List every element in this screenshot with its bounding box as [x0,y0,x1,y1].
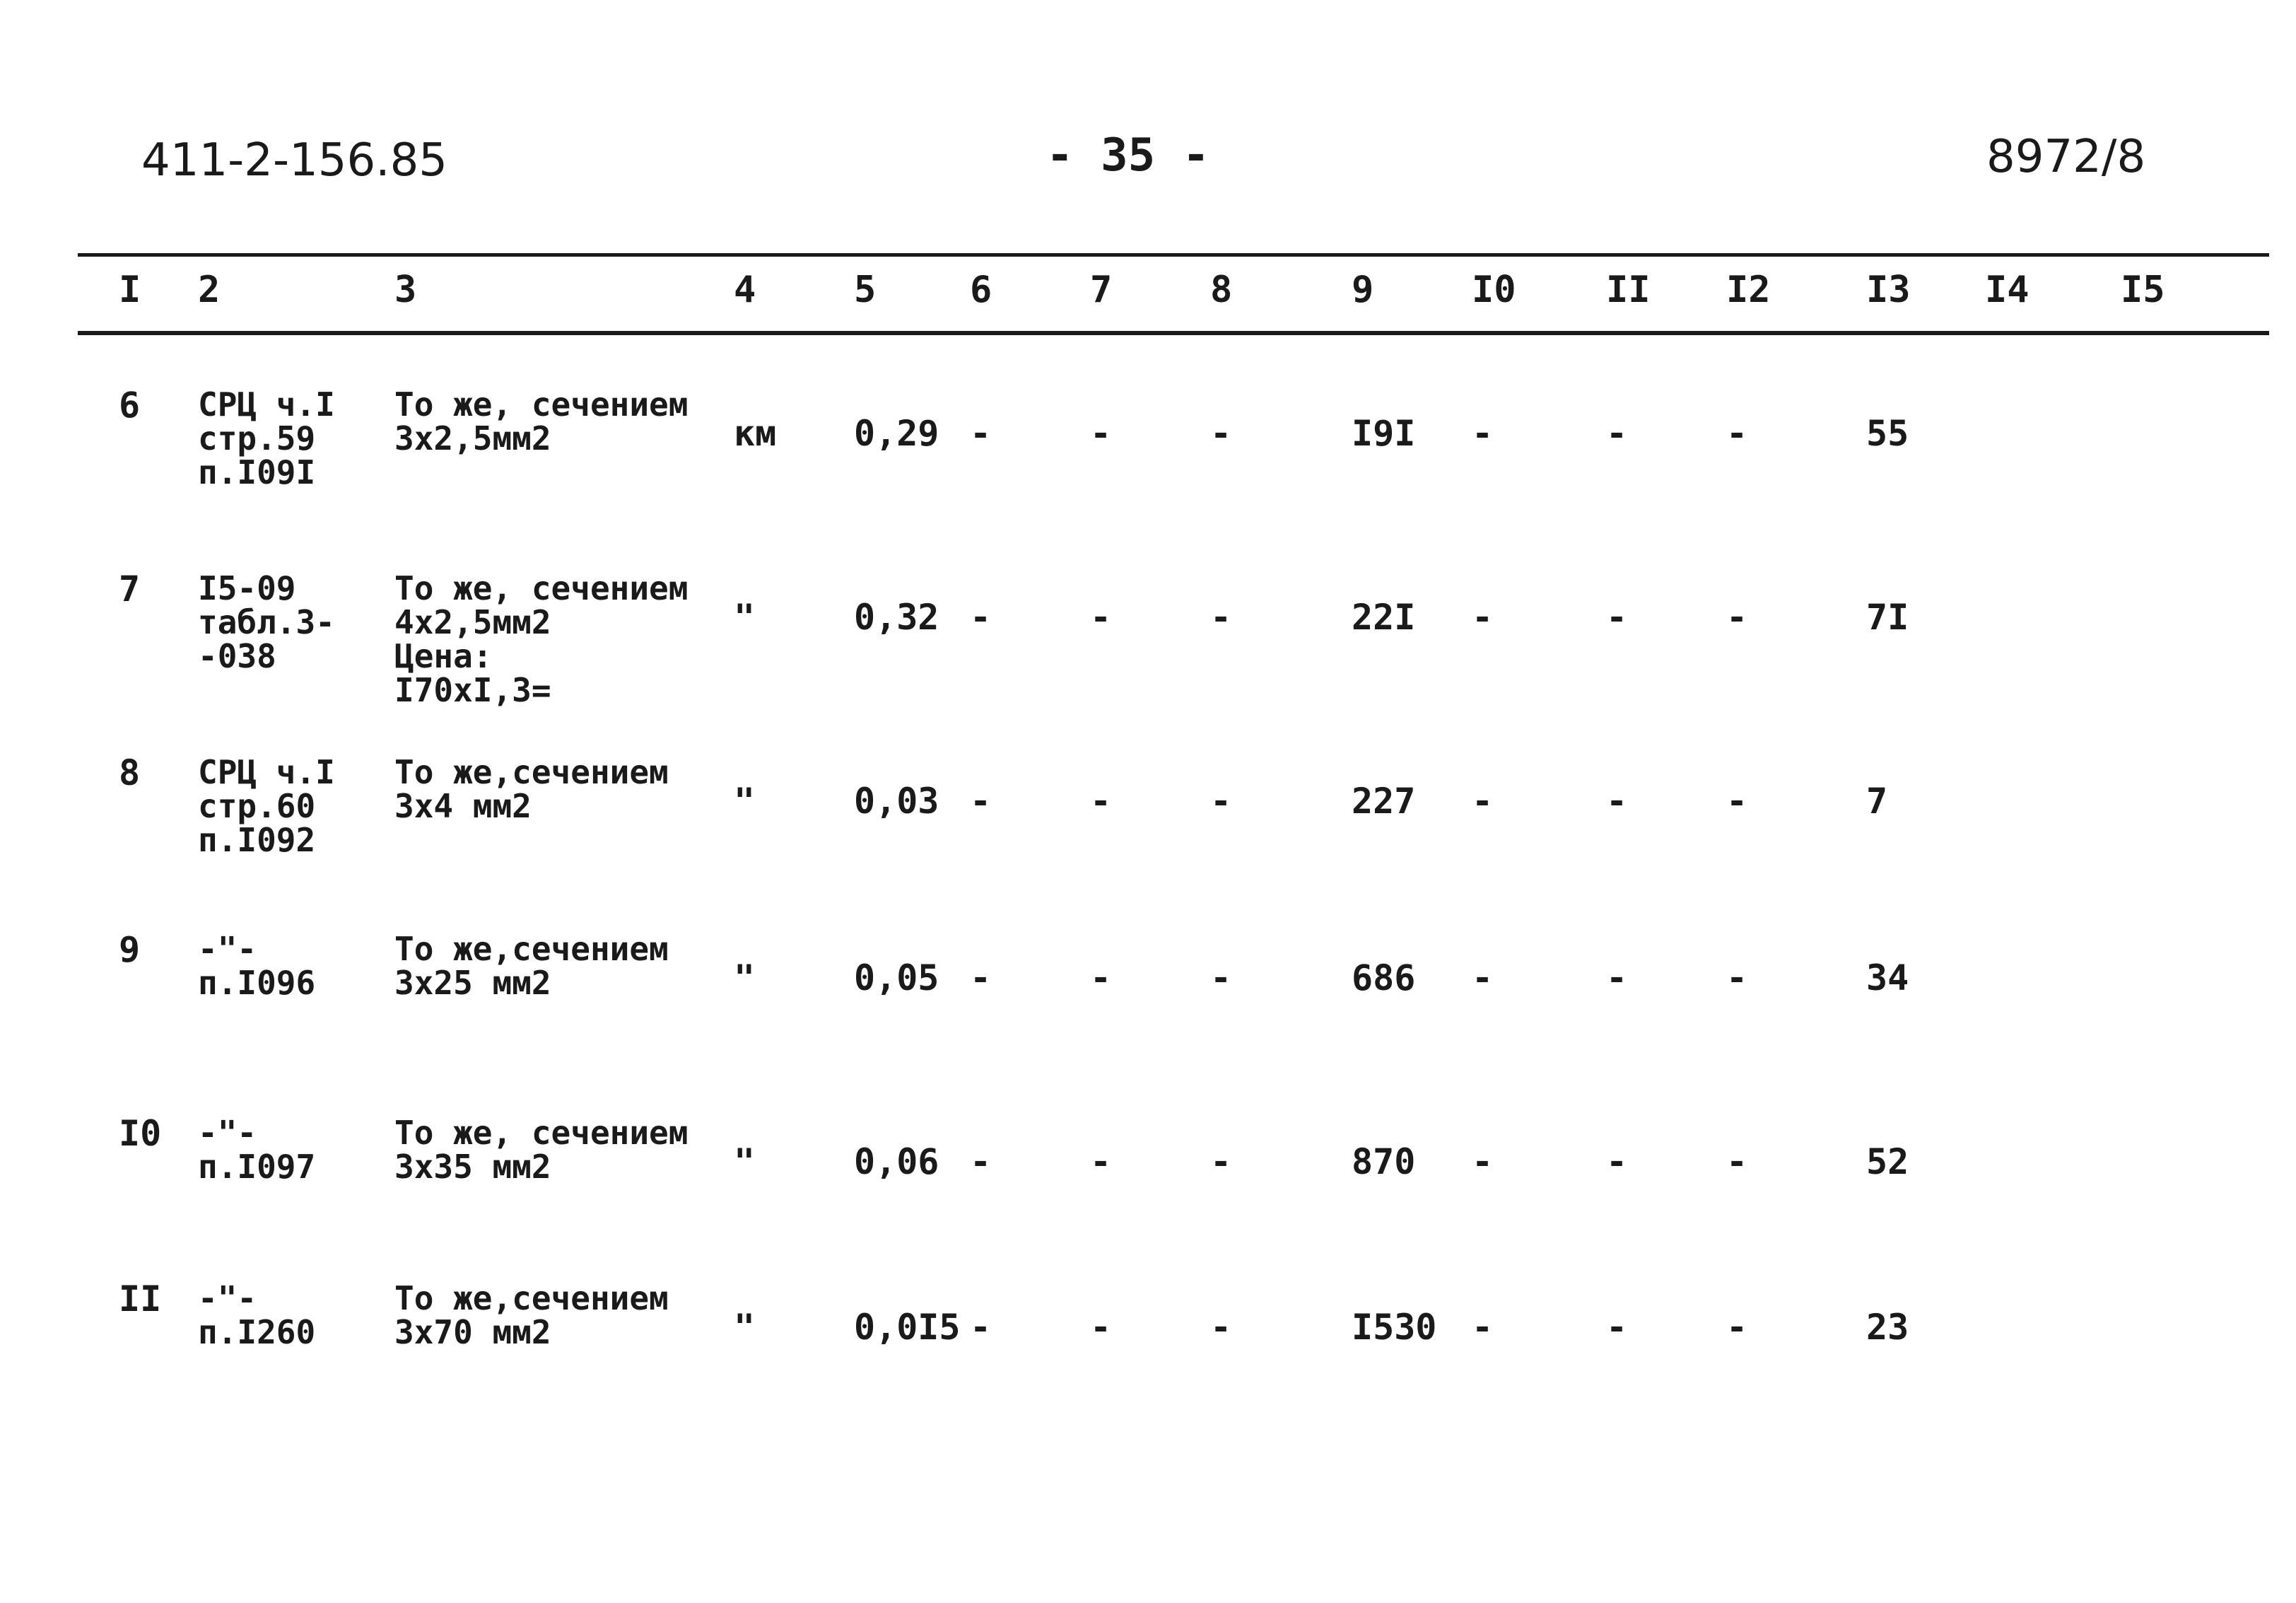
row-cell-col-11: - [1606,1141,1628,1182]
row-cell-col-10: - [1472,781,1494,822]
header-bottom-rule [78,331,2269,335]
row-reference: -"- п.I260 [198,1279,316,1351]
row-cell-col-12: - [1726,597,1748,638]
row-cell-col-8: - [1210,597,1232,638]
row-cell-col-5: 0,0I5 [854,1307,961,1348]
row-cell-col-9: 686 [1352,957,1416,998]
row-reference: СРЦ ч.I стр.59 п.I09I [198,385,335,491]
row-cell-col-4: " [734,957,756,998]
row-cell-col-5: 0,05 [854,957,939,998]
row-cell-col-9: I530 [1352,1307,1437,1348]
row-cell-col-4: км [734,413,777,454]
row-cell-col-6: - [970,1307,992,1348]
row-cell-col-12: - [1726,781,1748,822]
row-cell-col-7: - [1090,781,1112,822]
row-description: То же, сечением 4х2,5мм2 Цена: I70хI,3= [394,569,689,709]
row-cell-col-8: - [1210,1141,1232,1182]
sheet-number: 8972/8 [1986,131,2146,183]
row-cell-col-13: 55 [1866,413,1909,454]
column-header-1: I [119,269,141,311]
row-cell-col-7: - [1090,1141,1112,1182]
row-cell-col-13: 7 [1866,781,1888,822]
row-cell-col-7: - [1090,1307,1112,1348]
row-cell-col-6: - [970,957,992,998]
row-cell-col-9: I9I [1352,413,1416,454]
row-reference: -"- п.I097 [198,1114,316,1186]
row-cell-col-5: 0,03 [854,781,939,822]
row-cell-col-12: - [1726,1141,1748,1182]
row-cell-col-4: " [734,597,756,638]
row-cell-col-7: - [1090,413,1112,454]
row-number: 6 [119,385,141,426]
row-cell-col-8: - [1210,781,1232,822]
row-cell-col-13: 34 [1866,957,1909,998]
row-number: 9 [119,929,141,970]
column-header-7: 7 [1090,269,1113,311]
row-cell-col-6: - [970,413,992,454]
row-cell-col-6: - [970,1141,992,1182]
column-header-10: I0 [1472,269,1516,311]
row-description: То же,сечением 3х25 мм2 [394,930,669,1002]
row-cell-col-8: - [1210,957,1232,998]
row-description: То же, сечением 3х35 мм2 [394,1114,689,1186]
row-cell-col-5: 0,06 [854,1141,939,1182]
row-reference: -"- п.I096 [198,930,316,1002]
row-cell-col-8: - [1210,1307,1232,1348]
page-number: - 35 - [1046,129,1210,182]
row-description: То же,сечением 3х4 мм2 [394,753,669,825]
row-description: То же, сечением 3х2,5мм2 [394,385,689,457]
row-cell-col-10: - [1472,1307,1494,1348]
column-header-2: 2 [198,269,221,311]
row-cell-col-11: - [1606,781,1628,822]
column-header-3: 3 [394,269,417,311]
row-number: 8 [119,752,141,793]
row-cell-col-5: 0,32 [854,597,939,638]
row-cell-col-11: - [1606,413,1628,454]
row-cell-col-11: - [1606,1307,1628,1348]
column-header-11: II [1606,269,1651,311]
column-header-13: I3 [1866,269,1911,311]
row-cell-col-6: - [970,597,992,638]
row-reference: СРЦ ч.I стр.60 п.I092 [198,753,335,859]
row-cell-col-11: - [1606,957,1628,998]
row-cell-col-5: 0,29 [854,413,939,454]
row-cell-col-4: " [734,1307,756,1348]
row-cell-col-13: 52 [1866,1141,1909,1182]
row-cell-col-4: " [734,1141,756,1182]
row-cell-col-10: - [1472,1141,1494,1182]
column-header-12: I2 [1726,269,1771,311]
row-cell-col-9: 227 [1352,781,1416,822]
row-cell-col-4: " [734,781,756,822]
row-cell-col-9: 22I [1352,597,1416,638]
row-description: То же,сечением 3х70 мм2 [394,1279,669,1351]
row-reference: I5-09 табл.3- -038 [198,569,335,675]
header-top-rule [78,253,2269,257]
row-cell-col-10: - [1472,957,1494,998]
column-header-15: I5 [2121,269,2165,311]
row-cell-col-12: - [1726,1307,1748,1348]
row-cell-col-6: - [970,781,992,822]
row-number: II [119,1278,162,1319]
row-cell-col-7: - [1090,597,1112,638]
row-cell-col-12: - [1726,957,1748,998]
column-header-6: 6 [970,269,992,311]
column-header-9: 9 [1352,269,1374,311]
document-code: 411-2-156.85 [141,134,447,187]
row-number: I0 [119,1113,162,1154]
row-cell-col-10: - [1472,597,1494,638]
row-cell-col-7: - [1090,957,1112,998]
column-header-4: 4 [734,269,756,311]
row-cell-col-13: 7I [1866,597,1909,638]
row-number: 7 [119,569,141,610]
row-cell-col-9: 870 [1352,1141,1416,1182]
row-cell-col-13: 23 [1866,1307,1909,1348]
row-cell-col-11: - [1606,597,1628,638]
row-cell-col-8: - [1210,413,1232,454]
column-header-14: I4 [1985,269,2030,311]
row-cell-col-12: - [1726,413,1748,454]
row-cell-col-10: - [1472,413,1494,454]
column-header-5: 5 [854,269,877,311]
column-header-8: 8 [1210,269,1233,311]
